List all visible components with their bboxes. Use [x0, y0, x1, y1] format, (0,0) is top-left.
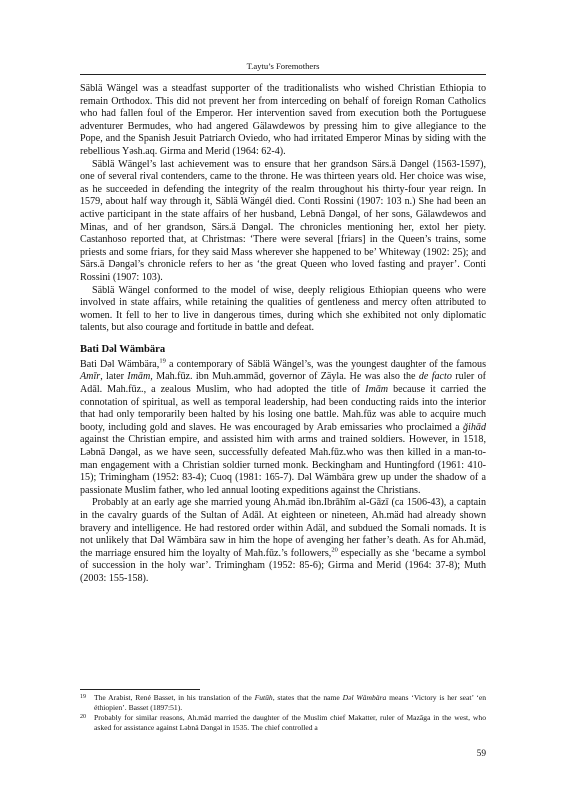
- text-run: because it carried the connotation of spiritual, as well as temporal leadership, had been conducting raids into the interior that had only temporarily been halted by his losing one battle. Mah.fūz was able to acquire much booty, including gold and slaves. He was encouraged by Arab emissaries who proclaimed a: [80, 384, 486, 433]
- footnote: [80, 693, 486, 712]
- paragraph-lead: Bati Dəl Wämbära,: [80, 358, 160, 370]
- footnotes: [80, 693, 486, 733]
- italic-term: Futūh: [254, 693, 273, 702]
- text-run: , later: [100, 371, 128, 383]
- text-run: a contemporary of Säblä Wängel’s, was the youngest daughter of the famous: [165, 358, 486, 370]
- italic-term: Dəl Wämbära: [342, 693, 387, 702]
- running-head: T.aytu’s Foremothers: [246, 61, 320, 71]
- text-run: means ‘Victory is her seat’ ‘en éthiopien’. Basset (1897:51).: [94, 693, 486, 712]
- text-run: Probably at an early age she married young Ah.mäd ibn.Ibrāhīm al-Gāzī (ca 1506-43), a captain in the cavalry guards of the Sultan of Adāl. At eighteen or nineteen, Ah.mäd had already shown bravery and intelligence. He had restored order within Adäl, and subdued the Somali nomads. It is not unlikely that Dəl Wämbära saw in him the hope of avenging her father’s death. As for Ah.mäd, the marriage ensured him the loyalty of Mah.fūz.’s followers,: [80, 497, 486, 559]
- italic-term: Imām,: [127, 371, 153, 383]
- text-run: The Arabist, René Basset, in his translation of the: [94, 693, 255, 702]
- header-rule: [80, 74, 486, 75]
- text-run: Mah.fūz. ibn Muh.ammād, governor of Zäyla. He was also the: [152, 371, 419, 383]
- paragraph: [80, 497, 486, 585]
- text-run: especially as she ‘became a symbol of succession in the holy war’. Trimingham (1952: 85-6); Girma and Merid (1964: 37-8); Muth (2003: 155-158).: [80, 547, 486, 584]
- paragraph: Säblä Wängel’s last achievement was to ensure that her grandson Särs.ä Dəngel (1563-1597), one of several rival contenders, came to the throne. He was thirteen years old. Her choice was wise, as he succeeded in defending the integrity of the realm throughout his thirty-four year reign. In 1579, about half way through it, Säblä Wängél died. Conti Rossini (1907: 103 n.) She had been an active participant in the state affairs of her husband, Lebnä Dəngəl, of her sons, Gälawdewos and Minas, and of her grandson, Särs.ä Dəngəl. The chronicles mentioning her, extol her piety. Castanhoso reported that, at Christmas: ‘There were several [friars] in the Queen’s trains, some priests and some friars, for they said Mass wherever she happened to be’ Whiteway (1902: 25); and Särs.ä Dəngəl’s chronicle refers to her as ‘the great Queen who loved fasting and prayer’. Conti Rossini (1907: 103).: [80, 158, 486, 283]
- text-run: Probably for similar reasons, Ah.mäd married the daughter of the Muslim chief Makatter, ruler of Mazāga in the west, who asked for assistance against Ləbnä Dəngəl in 1535. The chief controlled a: [94, 713, 486, 732]
- footnote-rule: [80, 689, 200, 690]
- text-run: ruler of Adāl. Mah.fūz., a zealous Muslim, who had adopted the title of: [80, 371, 486, 396]
- text-run: , states that the name: [272, 693, 343, 702]
- paragraph: [80, 359, 486, 498]
- section-heading: Bati Dəl Wämbära: [80, 343, 166, 355]
- footnote-number: 19: [80, 694, 86, 700]
- paragraph: Säblä Wängel conformed to the model of wise, deeply religious Ethiopian queens who were involved in state affairs, while retaining the qualities of gentleness and mercy often attributed to women. It fell to her to live in dangerous times, during which she exhibited not only diplomatic talents, but also courage and fortitude in battle and defeat.: [80, 284, 486, 334]
- italic-term: Amīr: [80, 371, 101, 383]
- italic-term: Imām: [365, 384, 389, 396]
- footnote-number: 20: [80, 714, 86, 721]
- page-number: 59: [476, 749, 486, 759]
- footnote-reference: 20: [331, 546, 338, 554]
- italic-term: de facto: [418, 371, 452, 383]
- text-run: against the Christian empire, and assisted him with arms and trained soldiers. However, in 1518, Ləbnä Dəngəl, as we have seen, successfully defeated Mah.fūz.who was then killed in a man-to-man engagement with a Christian soldier turned monk. Beckingham and Huntingford (1961: 410-15); Trimingham (1952: 83-4); Cuoq (1981: 165-7). Dəl Wämbära grew up under the shadow of a passionate Muslim father, who led annual looting expeditions against the Christians.: [80, 434, 486, 496]
- body-text: [80, 83, 486, 586]
- footnote-reference: 19: [159, 357, 166, 365]
- paragraph: Säblä Wängel was a steadfast supporter of the traditionalists who wished Christian Ethiopia to remain Orthodox. This did not prevent her from interceding on behalf of foreign Roman Catholics who had fallen foul of the Emperor. Her intervention saved from execution both the Portuguese adventurer Bermudes, who had angered Gälawdewos by pressing him to give allegiance to the Pope, and the Spanish Jesuit Patriarch Oviedo, who had irritated Emperor Minas by siding with the rebellious Yəsh.aq. Girma and Merid (1964: 62-4).: [80, 83, 486, 157]
- footnote: [80, 713, 486, 732]
- italic-term: ğihād: [463, 421, 486, 433]
